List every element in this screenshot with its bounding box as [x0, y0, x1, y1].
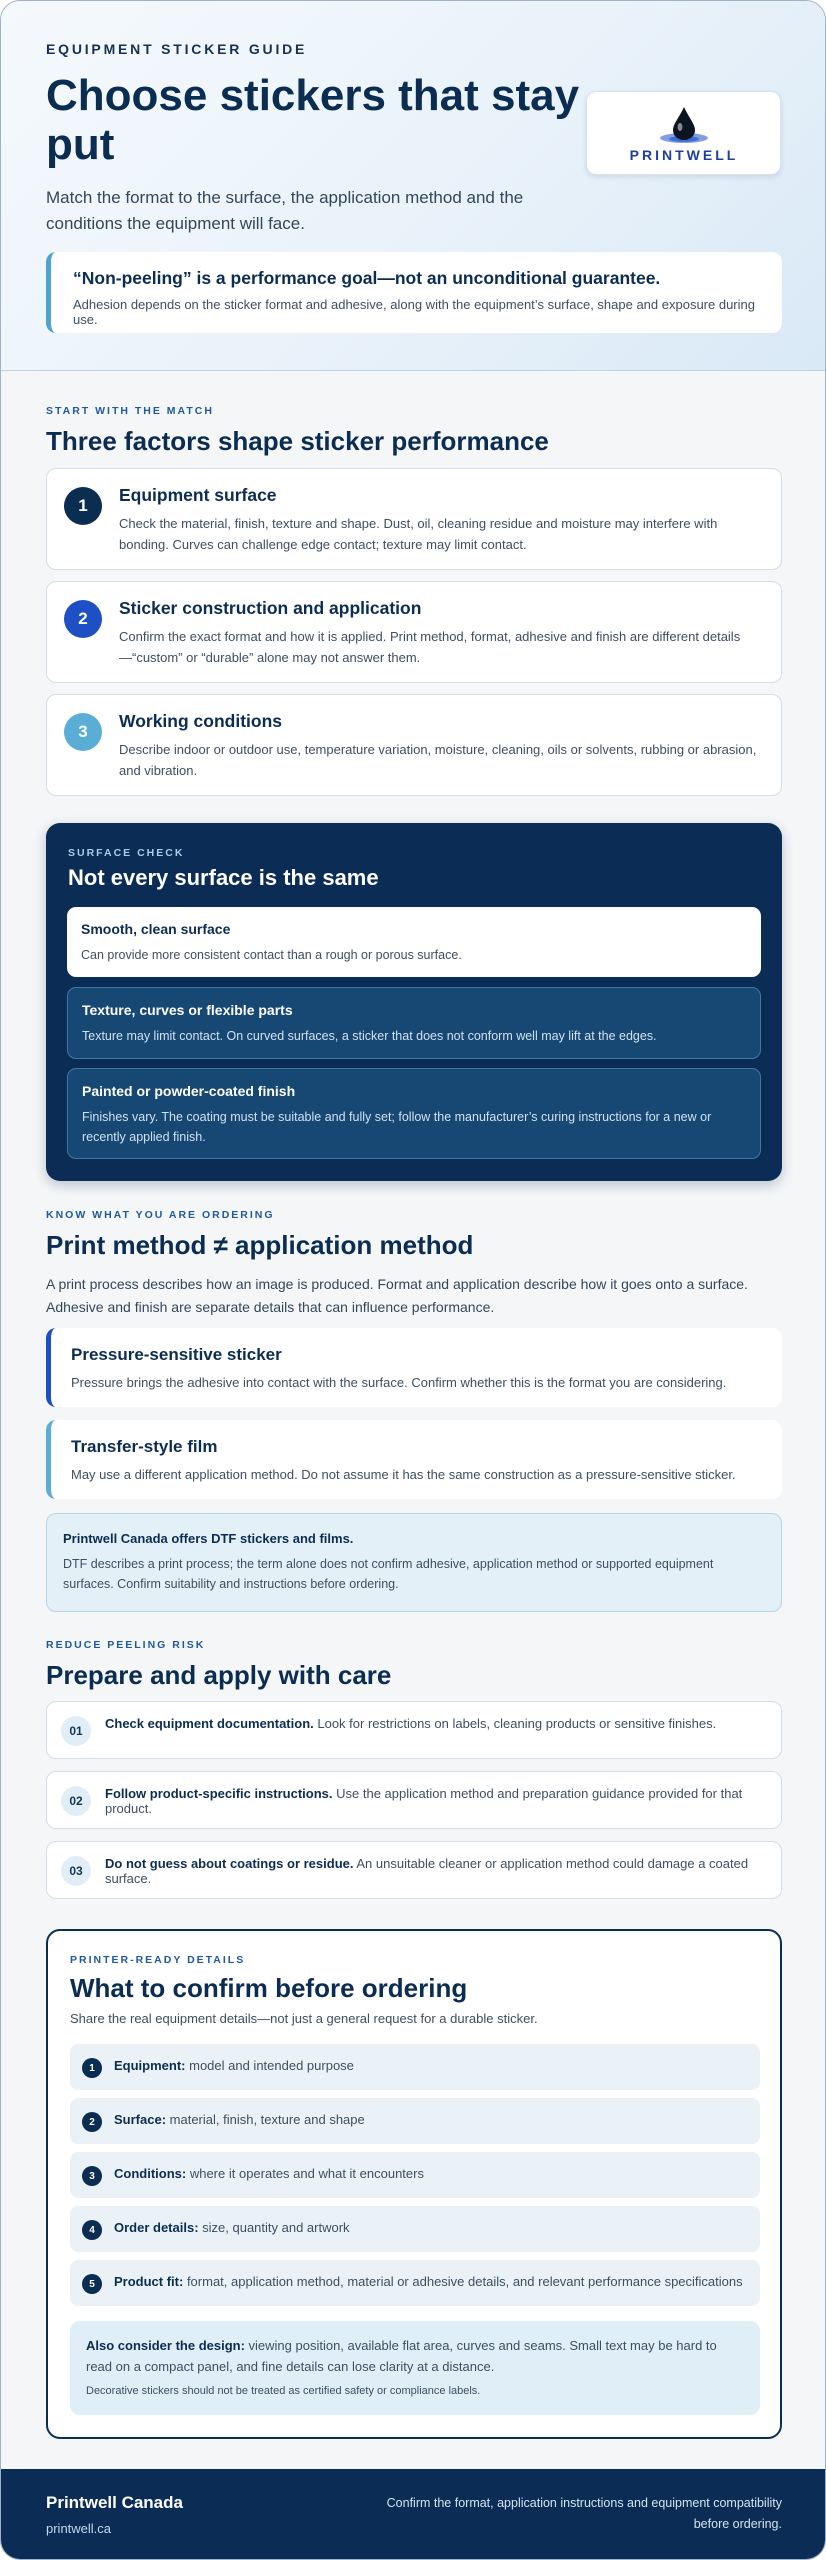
- surface-card: [67, 907, 761, 977]
- step-text: [105, 1856, 775, 1886]
- surface-card-title: Smooth, clean surface: [81, 921, 231, 937]
- factor-number: 3: [64, 713, 102, 751]
- design-note-box: [70, 2321, 760, 2415]
- confirm-item-text: [114, 2112, 754, 2127]
- page-title: Choose stickers that stay put: [46, 71, 580, 169]
- factor-title: Sticker construction and application: [119, 598, 422, 618]
- footer-brand: Printwell Canada: [46, 2493, 183, 2512]
- hero-eyebrow: EQUIPMENT STICKER GUIDE: [46, 41, 308, 57]
- factors-header: [46, 405, 782, 457]
- method-card-body: Pressure brings the adhesive into contact with the surface. Confirm whether this is the format you are considering.: [71, 1375, 727, 1390]
- factors-title: Three factors shape sticker performance: [46, 426, 549, 456]
- prepare-eyebrow: REDUCE PEELING RISK: [46, 1639, 206, 1651]
- method-card-body: May use a different application method. Do not assume it has the same construction as a pressure-sensitive sticker.: [71, 1467, 736, 1482]
- method-intro: A print process describes how an image is produced. Format and application describe how it goes onto a surface. Adhesive and finish are separate details that can influence performance.: [46, 1276, 748, 1315]
- footer: [1, 2469, 826, 2560]
- confirm-item-number: 5: [82, 2274, 102, 2294]
- method-card-title: Pressure-sensitive sticker: [71, 1345, 282, 1364]
- confirm-item: [70, 2152, 760, 2198]
- confirm-eyebrow: PRINTER-READY DETAILS: [70, 1954, 246, 1966]
- footer-note: Confirm the format, application instructions and equipment compatibility before ordering.: [386, 2496, 782, 2531]
- design-text: [86, 2335, 744, 2377]
- printwell-logo: [586, 91, 781, 175]
- confirm-item-bold: Surface:: [114, 2112, 167, 2127]
- design-detail: viewing position, available flat area, curves and seams. Small text may be hard to read on a compact panel, and fine details can lose clarity at a distance.: [86, 2338, 717, 2374]
- confirm-item-detail: model and intended purpose: [185, 2058, 354, 2073]
- factor-card: [46, 468, 782, 570]
- step-text: [105, 1716, 775, 1731]
- confirm-item-number: 2: [82, 2112, 102, 2132]
- method-header: [46, 1209, 782, 1319]
- surface-card-body: Can provide more consistent contact than a rough or porous surface.: [81, 948, 462, 962]
- confirm-title: What to confirm before ordering: [70, 1973, 468, 2003]
- confirm-subtitle: Share the real equipment details—not just a general request for a durable sticker.: [70, 2011, 538, 2026]
- printwell-logo-mark: [587, 92, 782, 176]
- confirm-item: [70, 2098, 760, 2144]
- surface-card-body: Finishes vary. The coating must be suitable and fully set; follow the manufacturer’s curing instructions for a new or recently applied finish.: [82, 1110, 712, 1144]
- prep-step: [46, 1771, 782, 1829]
- factor-card: [46, 581, 782, 683]
- callout-body: Adhesion depends on the sticker format and adhesive, along with the equipment’s surface, shape and exposure during use.: [73, 297, 755, 327]
- design-bold: Also consider the design:: [86, 2338, 245, 2353]
- confirm-item: [70, 2206, 760, 2252]
- confirm-item-number: 3: [82, 2166, 102, 2186]
- method-card-title: Transfer-style film: [71, 1437, 218, 1456]
- method-card: [46, 1420, 782, 1499]
- confirm-panel: [46, 1929, 782, 2439]
- step-bold: Do not guess about coatings or residue.: [105, 1856, 354, 1871]
- step-text: [105, 1786, 775, 1816]
- callout-title: “Non-peeling” is a performance goal—not an unconditional guarantee.: [73, 268, 661, 288]
- method-card: [46, 1328, 782, 1407]
- factor-number: 2: [64, 600, 102, 638]
- surface-eyebrow: SURFACE CHECK: [68, 847, 185, 859]
- surface-card-body: Texture may limit contact. On curved surfaces, a sticker that does not conform well may lift at the edges.: [82, 1029, 657, 1043]
- factor-card: [46, 694, 782, 796]
- factors-list: [46, 468, 782, 798]
- hero-subtitle: Match the format to the surface, the application method and the conditions the equipment will face.: [46, 188, 524, 233]
- prepare-title: Prepare and apply with care: [46, 1660, 392, 1690]
- step-number: 03: [61, 1856, 91, 1886]
- surface-card: [67, 987, 761, 1059]
- surface-card-title: Texture, curves or flexible parts: [82, 1002, 293, 1018]
- surface-card: [67, 1068, 761, 1159]
- confirm-item-detail: material, finish, texture and shape: [166, 2112, 365, 2127]
- surface-check-panel: [46, 823, 782, 1181]
- step-bold: Follow product-specific instructions.: [105, 1786, 333, 1801]
- footer-url-link[interactable]: printwell.ca: [46, 2521, 112, 2536]
- prep-step: [46, 1701, 782, 1759]
- factor-title: Working conditions: [119, 711, 283, 731]
- confirm-item-text: [114, 2274, 754, 2289]
- confirm-item-bold: Product fit:: [114, 2274, 184, 2289]
- confirm-item-bold: Order details:: [114, 2220, 199, 2235]
- dtf-title: Printwell Canada offers DTF stickers and films.: [63, 1531, 354, 1546]
- logo-wordmark: PRINTWELL: [629, 147, 739, 163]
- confirm-item-text: [114, 2058, 754, 2073]
- factor-number: 1: [64, 487, 102, 525]
- step-bold: Check equipment documentation.: [105, 1716, 314, 1731]
- dtf-body: DTF describes a print process; the term alone does not confirm adhesive, application method or supported equipment surfaces. Confirm suitability and instructions before ordering.: [63, 1557, 714, 1591]
- dtf-note: [46, 1513, 782, 1612]
- prepare-header: [46, 1639, 782, 1691]
- confirm-item-detail: where it operates and what it encounters: [186, 2166, 424, 2181]
- hero-section: [1, 1, 825, 371]
- method-title: Print method ≠ application method: [46, 1230, 474, 1260]
- confirm-item: [70, 2044, 760, 2090]
- confirm-item-bold: Equipment:: [114, 2058, 186, 2073]
- factors-eyebrow: START WITH THE MATCH: [46, 405, 214, 417]
- step-detail: Use the application method and preparation guidance provided for that product.: [105, 1786, 743, 1816]
- surface-title: Not every surface is the same: [68, 865, 379, 890]
- confirm-item: [70, 2260, 760, 2306]
- factor-body: Confirm the exact format and how it is applied. Print method, format, adhesive and finish are different details —“custom” or “durable” alone may not answer them.: [119, 629, 741, 665]
- confirm-item-number: 4: [82, 2220, 102, 2240]
- step-number: 02: [61, 1786, 91, 1816]
- confirm-item-number: 1: [82, 2058, 102, 2078]
- confirm-item-text: [114, 2166, 754, 2181]
- step-number: 01: [61, 1716, 91, 1746]
- confirm-item-text: [114, 2220, 754, 2235]
- method-eyebrow: KNOW WHAT YOU ARE ORDERING: [46, 1209, 275, 1221]
- design-disclaimer: Decorative stickers should not be treated as certified safety or compliance labels.: [86, 2385, 481, 2397]
- factor-body: Describe indoor or outdoor use, temperature variation, moisture, cleaning, oils or solvents, rubbing or abrasion, and vibration.: [119, 742, 757, 778]
- factor-title: Equipment surface: [119, 485, 277, 505]
- prep-step: [46, 1841, 782, 1899]
- step-detail: Look for restrictions on labels, cleaning products or sensitive finishes.: [313, 1716, 717, 1731]
- step-detail: An unsuitable cleaner or application method could damage a coated surface.: [105, 1856, 749, 1886]
- confirm-item-detail: size, quantity and artwork: [198, 2220, 350, 2235]
- confirm-item-bold: Conditions:: [114, 2166, 187, 2181]
- surface-card-title: Painted or powder-coated finish: [82, 1083, 296, 1099]
- guarantee-callout: [46, 252, 782, 333]
- factor-body: Check the material, finish, texture and shape. Dust, oil, cleaning residue and moisture may interfere with bonding. Curves can challenge edge contact; texture may limit contact.: [119, 516, 718, 552]
- confirm-item-detail: format, application method, material or adhesive details, and relevant performance specifications: [183, 2274, 743, 2289]
